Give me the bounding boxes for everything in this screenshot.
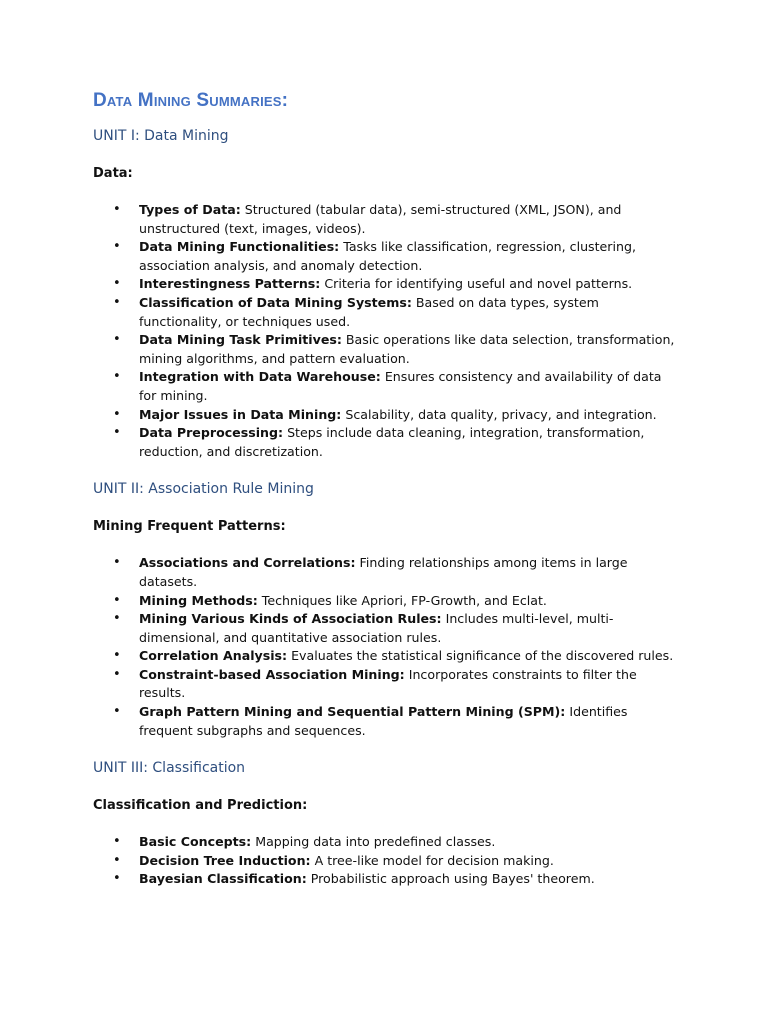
item-text: Steps include data cleaning, integration, transformation, reduction, and discretization. xyxy=(139,425,645,459)
item-text: Techniques like Apriori, FP-Growth, and Eclat. xyxy=(257,592,547,608)
item-term: Data Preprocessing: xyxy=(139,425,284,441)
item-term: Types of Data: xyxy=(139,202,241,217)
item-text: Based on data types, system functionality, or techniques used. xyxy=(139,294,599,329)
item-term: Data Mining Functionalities: xyxy=(139,239,340,255)
list-item xyxy=(93,238,678,275)
document-title: Data Mining Summaries: xyxy=(93,90,289,111)
item-term: Decision Tree Induction: xyxy=(139,852,311,868)
list-item xyxy=(93,406,678,425)
list-item xyxy=(93,610,678,647)
item-term: Associations and Correlations: xyxy=(139,555,356,571)
list-item xyxy=(93,554,678,591)
section-heading: Classification and Prediction: xyxy=(93,798,308,814)
item-text: Incorporates constraints to filter the results. xyxy=(139,666,637,701)
list-item xyxy=(93,833,678,852)
unit-heading: UNIT I: Data Mining xyxy=(93,128,229,144)
unit-3 xyxy=(93,760,678,889)
unit-1 xyxy=(93,128,678,461)
unit-heading: UNIT III: Classification xyxy=(93,760,246,777)
list-item xyxy=(93,424,678,461)
list-item xyxy=(93,294,678,331)
item-text: Finding relationships among items in large datasets. xyxy=(139,555,628,589)
bullet-list xyxy=(93,833,678,889)
list-item xyxy=(93,647,678,666)
item-term: Data Mining Task Primitives: xyxy=(139,332,342,348)
unit-2 xyxy=(93,481,678,740)
item-text: Evaluates the statistical significance of the discovered rules. xyxy=(287,648,674,664)
item-text: A tree-like model for decision making. xyxy=(310,852,554,868)
item-text: Identifies frequent subgraphs and sequences. xyxy=(139,704,628,738)
item-term: Correlation Analysis: xyxy=(139,648,288,664)
item-term: Major Issues in Data Mining: xyxy=(139,406,342,422)
list-item xyxy=(93,368,678,405)
item-text: Tasks like classification, regression, clustering, association analysis, and anomaly detection. xyxy=(139,239,636,273)
unit-heading: UNIT II: Association Rule Mining xyxy=(93,481,314,498)
item-term: Bayesian Classification: xyxy=(139,871,307,887)
item-text: Structured (tabular data), semi-structured (XML, JSON), and unstructured (text, images, videos). xyxy=(139,202,622,236)
item-text: Scalability, data quality, privacy, and integration. xyxy=(341,406,657,422)
bullet-list xyxy=(93,201,678,461)
item-term: Mining Various Kinds of Association Rules: xyxy=(139,611,442,627)
item-term: Interestingness Patterns: xyxy=(139,276,321,292)
item-term: Mining Methods: xyxy=(139,592,258,608)
item-term: Classification of Data Mining Systems: xyxy=(139,294,412,310)
item-text: Basic operations like data selection, transformation, mining algorithms, and pattern evaluation. xyxy=(139,332,675,366)
item-term: Graph Pattern Mining and Sequential Pattern Mining (SPM): xyxy=(139,704,566,720)
item-text: Ensures consistency and availability of data for mining. xyxy=(139,369,662,403)
list-item xyxy=(93,275,678,294)
item-text: Mapping data into predefined classes. xyxy=(251,834,496,850)
list-item xyxy=(93,331,678,368)
section-heading: Mining Frequent Patterns: xyxy=(93,519,286,535)
list-item xyxy=(93,666,678,703)
item-term: Basic Concepts: xyxy=(139,834,252,850)
list-item xyxy=(93,703,678,740)
list-item xyxy=(93,852,678,871)
list-item xyxy=(93,870,678,889)
item-text: Includes multi-level, multi-dimensional, and quantitative association rules. xyxy=(139,611,614,645)
item-term: Integration with Data Warehouse: xyxy=(139,369,381,385)
item-term: Constraint-based Association Mining: xyxy=(139,666,405,682)
bullet-list xyxy=(93,554,678,740)
list-item xyxy=(93,592,678,611)
list-item xyxy=(93,201,678,238)
item-text: Probabilistic approach using Bayes' theorem. xyxy=(306,871,595,887)
section-heading: Data: xyxy=(93,166,133,181)
item-text: Criteria for identifying useful and novel patterns. xyxy=(320,276,633,292)
